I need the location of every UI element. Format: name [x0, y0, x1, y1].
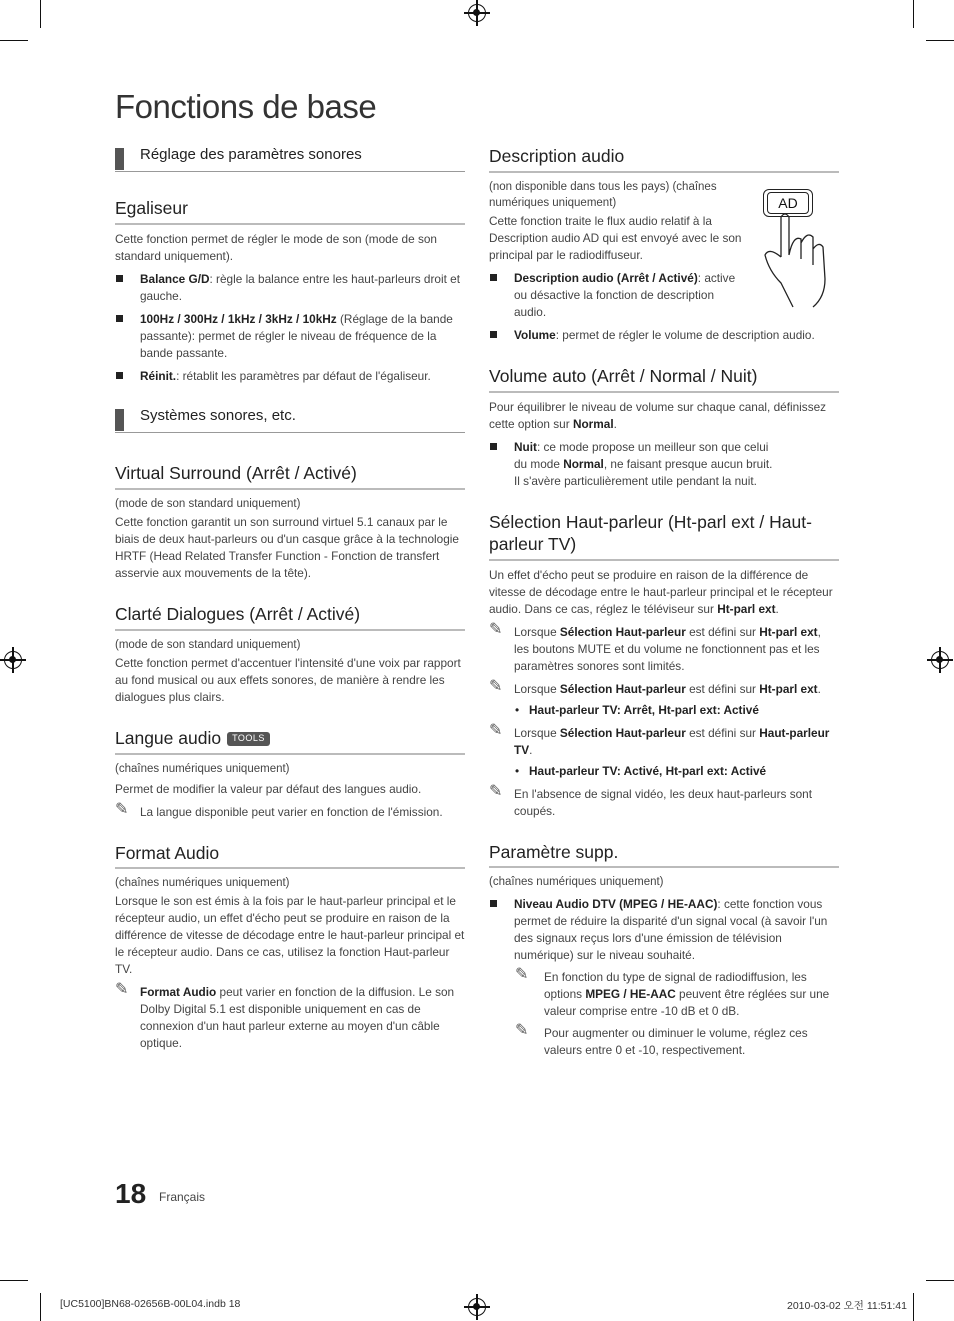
print-file-info: [UC5100]BN68-02656B-00L04.indb 18 [60, 1298, 241, 1310]
registration-mark-icon [468, 1298, 486, 1316]
selection-note-4: ✎ En l'absence de signal vidéo, les deux haut-parleurs sont coupés. [489, 782, 813, 818]
crop-mark [40, 0, 41, 28]
langue-note: (chaînes numériques uniquement) [115, 762, 290, 775]
heading-description-audio: Description audio [489, 146, 839, 173]
clarte-note: (mode de son standard uniquement) [115, 638, 301, 651]
tools-badge: TOOLS [227, 732, 270, 745]
bullet-niveau-audio: Niveau Audio DTV (MPEG / HE-AAC): cette fonction vous permet de réduire la disparité d'un signal vocal (à savoir l'un des signaux reçus lors d'une émission de télévision numérique) sur le niveau souhaité. [489, 896, 839, 964]
heading-parametre-supp: Paramètre supp. [489, 842, 839, 869]
ad-button-illustration [759, 187, 839, 317]
page-title: Fonctions de base [115, 88, 377, 125]
finger-press-icon [759, 187, 839, 317]
bullet-volume: Volume: permet de régler le volume de description audio. [489, 327, 839, 344]
virtual-note: (mode de son standard uniquement) [115, 497, 301, 510]
selection-dot-1: • Haut-parleur TV: Arrêt, Ht-parl ext: Activé [489, 702, 839, 719]
selection-note-3: ✎ Lorsque Sélection Haut-parleur est défini sur Haut-parleur TV. [489, 721, 830, 757]
description-block [489, 179, 839, 321]
selection-text: Un effet d'écho peut se produire en raison de la différence de vitesse de décodage entre le haut-parleur principal et le récepteur audio. Dans ce cas, réglez le téléviseur sur Ht-parl ext. [489, 567, 833, 616]
ad-button-label: AD [767, 192, 809, 214]
footer-language: Français [159, 1190, 206, 1204]
crop-mark [926, 1280, 954, 1281]
heading-egaliseur: Egaliseur [115, 198, 465, 225]
heading-format-audio: Format Audio [115, 843, 465, 870]
crop-mark [926, 40, 954, 41]
format-text: Lorsque le son est émis à la fois par le haut-parleur principal et le récepteur audio, un effet d'écho peut se produire en raison de la différence de vitesse de décodage entre le haut-parleur principal et le récepteur audio. Dans ce cas, utilisez la fonction Haut-parleur TV. [115, 894, 465, 977]
heading-clarte-dialogues: Clarté Dialogues (Arrêt / Activé) [115, 604, 465, 631]
format-note: (chaînes numériques uniquement) [115, 877, 290, 890]
pencil-note-icon: ✎ [489, 620, 503, 638]
bullet-description-audio: Description audio (Arrêt / Activé): active ou désactive la fonction de description audio. [489, 270, 744, 321]
pencil-note-icon: ✎ [515, 966, 529, 984]
print-date-info: 2010-03-02 오전 11:51:41 [787, 1300, 907, 1312]
pencil-note-icon: ✎ [489, 677, 503, 695]
description-note: (non disponible dans tous les pays) (chaînes numériques uniquement) [489, 180, 717, 209]
section-bar-sound-systems: Systèmes sonores, etc. [115, 407, 465, 433]
pencil-note-icon: ✎ [115, 981, 129, 999]
pencil-note-icon: ✎ [489, 782, 503, 800]
bullet-reset: Réinit.: rétablit les paramètres par défaut de l'égaliseur. [115, 368, 465, 385]
bullet-nuit: Nuit: ce mode propose un meilleur son que celui du mode Normal, ne faisant presque aucun bruit. Il s'avère particulièrement utile pendant la nuit. [489, 439, 839, 490]
description-text: Cette fonction traite le flux audio relatif à la Description audio AD qui est envoyé avec le son principal par le radiodiffuseur. [489, 213, 742, 262]
param-subnote-2: ✎ Pour augmenter ou diminuer le volume, réglez ces valeurs entre 0 et -10, respectivement. [515, 1022, 808, 1058]
crop-mark [0, 40, 28, 41]
registration-mark-icon [4, 651, 22, 669]
registration-mark-icon [931, 651, 949, 669]
bullet-frequencies: 100Hz / 300Hz / 1kHz / 3kHz / 10kHz (Réglage de la bande passante): permet de régler le niveau de fréquence de la bande passante. [115, 311, 465, 362]
egaliseur-intro: Cette fonction permet de régler le mode de son (mode de son standard uniquement). [115, 231, 437, 263]
crop-mark [913, 0, 914, 28]
selection-note-1: ✎ Lorsque Sélection Haut-parleur est défini sur Ht-parl ext, les boutons MUTE et du volume ne fonctionnent pas et les paramètres sonores sont limités. [489, 620, 821, 673]
registration-mark-icon [468, 4, 486, 22]
heading-volume-auto: Volume auto (Arrêt / Normal / Nuit) [489, 366, 839, 393]
format-pen-note: ✎ Format Audio peut varier en fonction de la diffusion. Le son Dolby Digital 5.1 est disponible uniquement en cas de connexion d'un haut parleur externe au moyen d'un câble optique. [115, 981, 455, 1051]
page-number: 18 [115, 1178, 147, 1209]
pencil-note-icon: ✎ [489, 721, 503, 739]
heading-langue-audio: Langue audio TOOLS [115, 728, 465, 755]
crop-mark [0, 1280, 28, 1281]
virtual-text: Cette fonction garantit un son surround virtuel 5.1 canaux par le biais de deux haut-parleurs ou d'un casque grâce à la technologie HRTF (Head Related Transfer Function - Fonction de transfert asservie aux mouvements de la tête). [115, 514, 459, 580]
pencil-note-icon: ✎ [115, 800, 129, 818]
right-column [489, 140, 839, 1059]
left-column [115, 140, 465, 1052]
crop-mark [40, 1293, 41, 1321]
clarte-text: Cette fonction permet d'accentuer l'intensité d'une voix par rapport au fond musical ou aux effets sonores, de manière à rendre les dialogues plus clairs. [115, 655, 461, 704]
langue-pen-note: ✎ La langue disponible peut varier en fonction de l'émission. [115, 800, 443, 819]
volume-text: Pour équilibrer le niveau de volume sur chaque canal, définissez cette option sur Normal. [489, 399, 827, 431]
param-subnote-1: ✎ En fonction du type de signal de radiodiffusion, les options MPEG / HE-AAC peuvent être réglées sur une valeur comprise entre -10 dB et 0 dB. [515, 966, 830, 1019]
bullet-balance: Balance G/D: règle la balance entre les haut-parleurs droit et gauche. [115, 271, 465, 305]
selection-note-2: ✎ Lorsque Sélection Haut-parleur est défini sur Ht-parl ext. [489, 677, 821, 696]
crop-mark [913, 1293, 914, 1321]
pencil-note-icon: ✎ [515, 1022, 529, 1040]
heading-virtual-surround: Virtual Surround (Arrêt / Activé) [115, 463, 465, 490]
heading-selection-haut-parleur: Sélection Haut-parleur (Ht-parl ext / Haut-parleur TV) [489, 512, 839, 561]
param-note: (chaînes numériques uniquement) [489, 876, 664, 889]
langue-text: Permet de modifier la valeur par défaut des langues audio. [115, 781, 422, 796]
selection-dot-2: • Haut-parleur TV: Activé, Ht-parl ext: Activé [489, 763, 839, 780]
section-bar-sound-settings: Réglage des paramètres sonores [115, 146, 465, 172]
